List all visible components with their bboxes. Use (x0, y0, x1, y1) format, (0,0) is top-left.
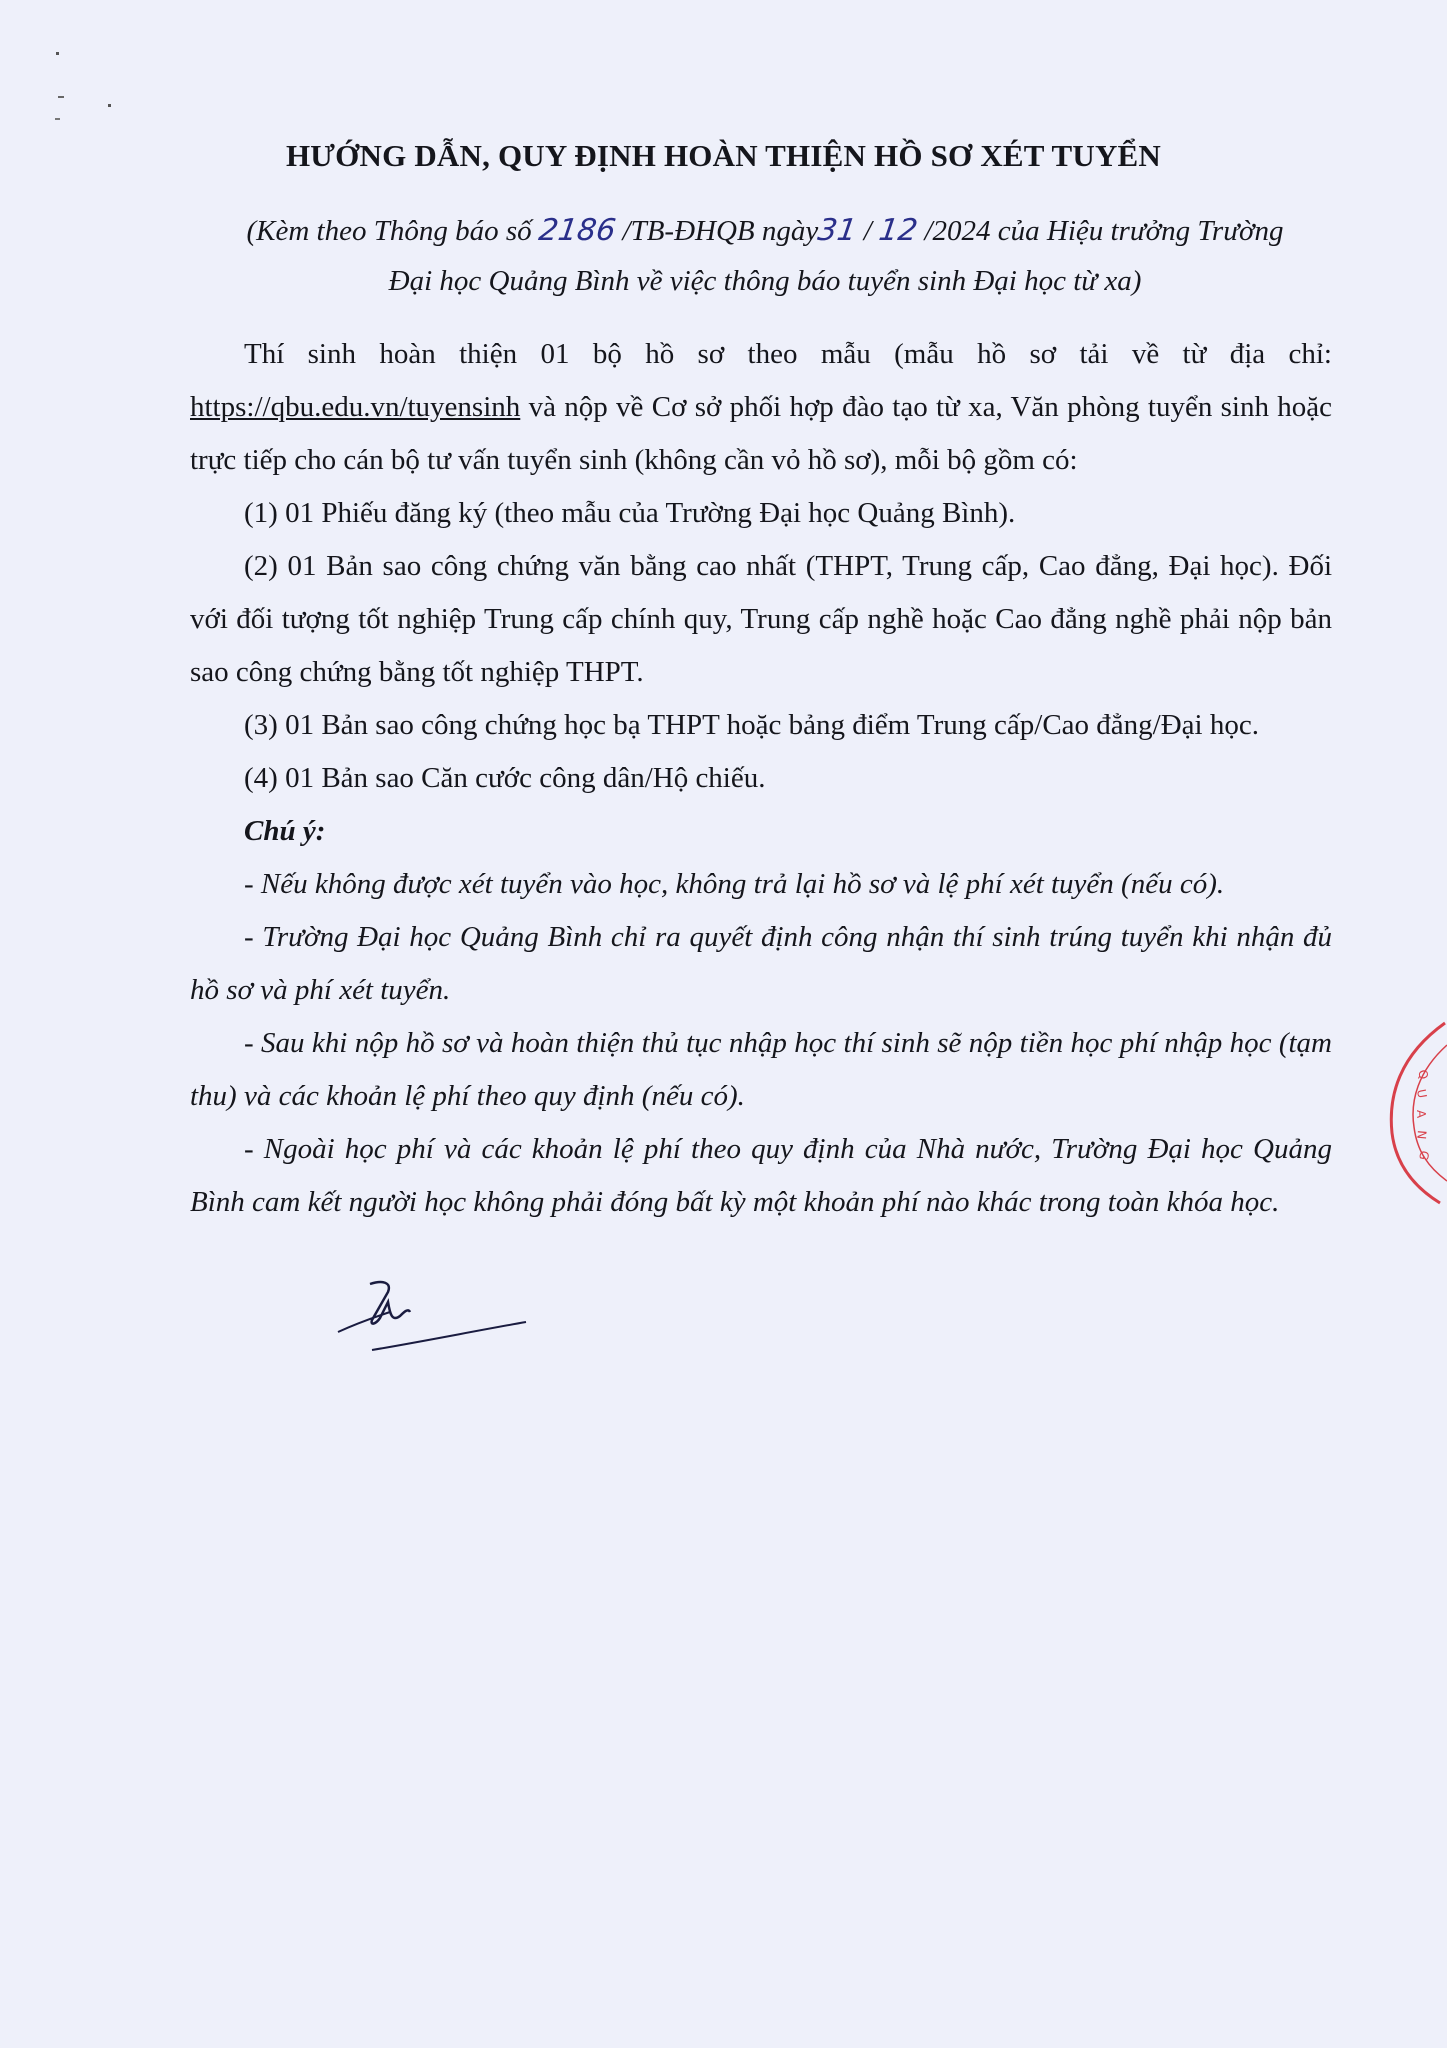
list-item: (2) 01 Bản sao công chứng văn bằng cao nhất (THPT, Trung cấp, Cao đẳng, Đại học). Đối với đối tượng tốt nghiệp Trung cấp chính quy, Trung cấp nghề hoặc Cao đẳng nghề phải nộp bản sao công chứng bằng tốt nghiệp THPT. (190, 550, 1332, 688)
note-item: - Sau khi nộp hồ sơ và hoàn thiện thủ tục nhập học thí sinh sẽ nộp tiền học phí nhập học (tạm thu) và các khoản lệ phí theo quy định (nếu có). (190, 1027, 1332, 1112)
subtitle-suffix: của Hiệu trưởng Trường (990, 215, 1284, 247)
svg-text:A: A (1414, 1109, 1429, 1119)
registration-link[interactable]: https://qbu.edu.vn/tuyensinh (190, 391, 521, 423)
svg-text:N: N (1414, 1129, 1429, 1140)
document-title: HƯỚNG DẪN, QUY ĐỊNH HOÀN THIỆN HỒ SƠ XÉT TUYỂN (285, 138, 1162, 173)
svg-text:G: G (1416, 1149, 1432, 1162)
handwritten-month: 12 (876, 213, 920, 248)
seal-icon (1370, 1015, 1447, 1205)
note-item: - Trường Đại học Quảng Bình chỉ ra quyết định công nhận thí sinh trúng tuyển khi nhận đủ hồ sơ và phí xét tuyển. (190, 921, 1332, 1006)
subtitle-year: 2024 (932, 215, 991, 247)
intro-text-continued: và nộp về Cơ sở phối hợp đào tạo từ xa, Văn phòng tuyển sinh hoặc trực tiếp cho cán bộ tư vấn tuyển sinh (không cần vỏ hồ sơ), mỗi bộ gồm có: (190, 391, 1332, 476)
intro-paragraph (190, 328, 1332, 487)
subtitle-middle: /TB-ĐHQB ngày (615, 215, 819, 247)
list-item: (4) 01 Bản sao Căn cước công dân/Hộ chiếu. (244, 762, 766, 794)
subtitle-slash: / (856, 215, 879, 247)
svg-text:Q: Q (1415, 1068, 1432, 1081)
scan-speck (56, 52, 59, 55)
scan-speck (108, 104, 111, 107)
note-item: - Ngoài học phí và các khoản lệ phí theo quy định của Nhà nước, Trường Đại học Quảng Bình cam kết người học không phải đóng bất kỳ một khoản phí nào khác trong toàn khóa học. (190, 1133, 1332, 1218)
scan-speck (58, 96, 64, 98)
list-item: (3) 01 Bản sao công chứng học bạ THPT hoặc bảng điểm Trung cấp/Cao đẳng/Đại học. (244, 709, 1259, 741)
signature-icon (330, 1272, 540, 1362)
subtitle-slash: / (917, 215, 933, 247)
handwritten-number: 2186 (536, 213, 618, 248)
subtitle-prefix: (Kèm theo Thông báo số (246, 215, 539, 247)
handwritten-day: 31 (815, 213, 859, 248)
list-item: (1) 01 Phiếu đăng ký (theo mẫu của Trường Đại học Quảng Bình). (244, 497, 1016, 529)
subtitle-line-2: Đại học Quảng Bình về việc thông báo tuyển sinh Đại học từ xa) (388, 265, 1142, 297)
svg-text:U: U (1414, 1088, 1430, 1100)
note-item: - Nếu không được xét tuyển vào học, không trả lại hồ sơ và lệ phí xét tuyển (nếu có). (244, 868, 1225, 900)
intro-text: Thí sinh hoàn thiện 01 bộ hồ sơ theo mẫu (mẫu hồ sơ tải về từ địa chỉ: (244, 338, 1332, 370)
document-body (190, 328, 1332, 1229)
note-heading: Chú ý: (244, 815, 326, 847)
scan-speck (55, 118, 60, 120)
document-subtitle (190, 206, 1340, 306)
